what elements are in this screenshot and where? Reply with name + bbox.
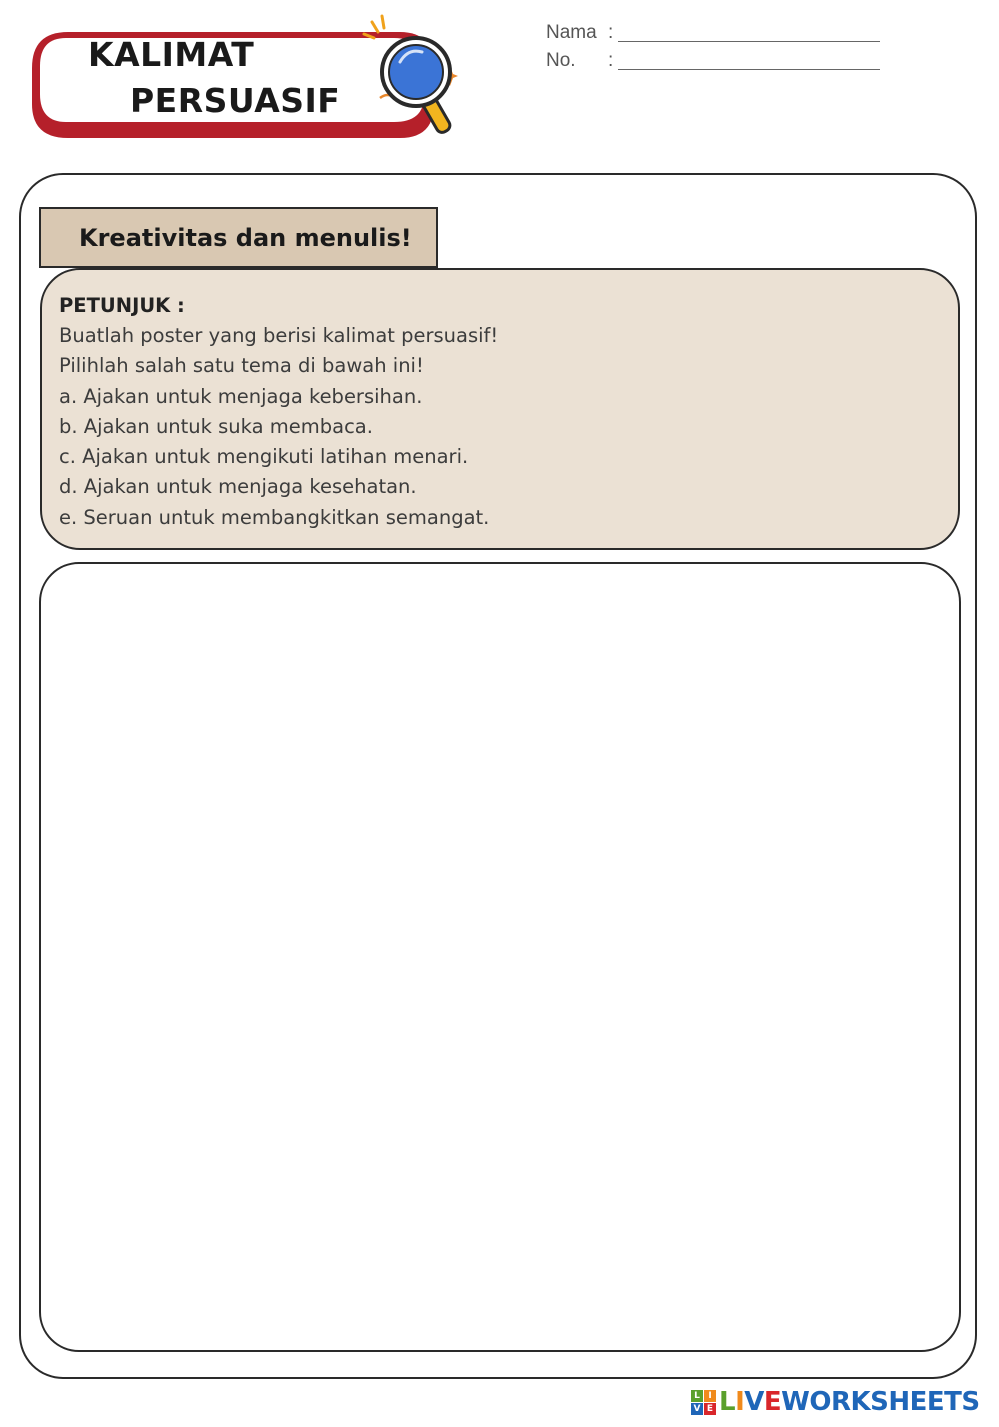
magnifying-glass-icon (358, 8, 458, 138)
logo-letter: S (961, 1387, 980, 1417)
logo-cell: L (691, 1390, 703, 1402)
theme-option-d: d. Ajakan untuk menjaga kesehatan. (59, 475, 417, 499)
logo-letter: O (809, 1387, 831, 1417)
logo-letter: E (909, 1387, 927, 1417)
logo-cell: V (691, 1403, 703, 1415)
instructions-heading: PETUNJUK : (59, 294, 185, 317)
section-title: Kreativitas dan menulis! (39, 207, 438, 268)
logo-letter: E (926, 1387, 945, 1417)
name-field[interactable] (546, 22, 614, 50)
logo-letter: V (744, 1387, 764, 1417)
logo-letter: W (781, 1387, 810, 1417)
title-line-1: KALIMAT (88, 35, 255, 74)
number-label: No. (546, 50, 576, 71)
logo-letter: S (870, 1387, 889, 1417)
name-label: Nama (546, 22, 597, 43)
logo-letter: R (830, 1387, 851, 1417)
number-field[interactable] (546, 50, 614, 78)
name-input-line[interactable] (618, 41, 880, 42)
title-line-2: PERSUASIF (130, 81, 341, 120)
logo-letter: T (944, 1387, 962, 1417)
logo-cell: I (704, 1390, 716, 1402)
logo-cell: E (704, 1403, 716, 1415)
poster-answer-area[interactable] (39, 562, 961, 1352)
worksheet-title (88, 32, 341, 124)
logo-grid-icon (691, 1390, 716, 1415)
name-colon: : (608, 22, 614, 43)
theme-option-a: a. Ajakan untuk menjaga kebersihan. (59, 384, 423, 408)
instruction-line: Buatlah poster yang berisi kalimat persuasif! (59, 324, 499, 347)
student-info-fields (546, 22, 614, 78)
number-input-line[interactable] (618, 69, 880, 70)
logo-letter: H (888, 1387, 910, 1417)
title-badge (28, 28, 434, 140)
logo-letter: I (735, 1387, 745, 1417)
liveworksheets-logo (691, 1386, 980, 1418)
logo-letter: E (763, 1387, 782, 1417)
logo-text (719, 1387, 980, 1417)
logo-letter: K (850, 1387, 871, 1417)
theme-option-b: b. Ajakan untuk suka membaca. (59, 414, 373, 438)
theme-option-e: e. Seruan untuk membangkitkan semangat. (59, 505, 490, 529)
theme-option-c: c. Ajakan untuk mengikuti latihan menari. (59, 445, 469, 469)
instruction-line: Pilihlah salah satu tema di bawah ini! (59, 354, 424, 378)
logo-letter: L (719, 1387, 736, 1417)
instructions-box (40, 268, 960, 550)
number-colon: : (608, 50, 614, 71)
